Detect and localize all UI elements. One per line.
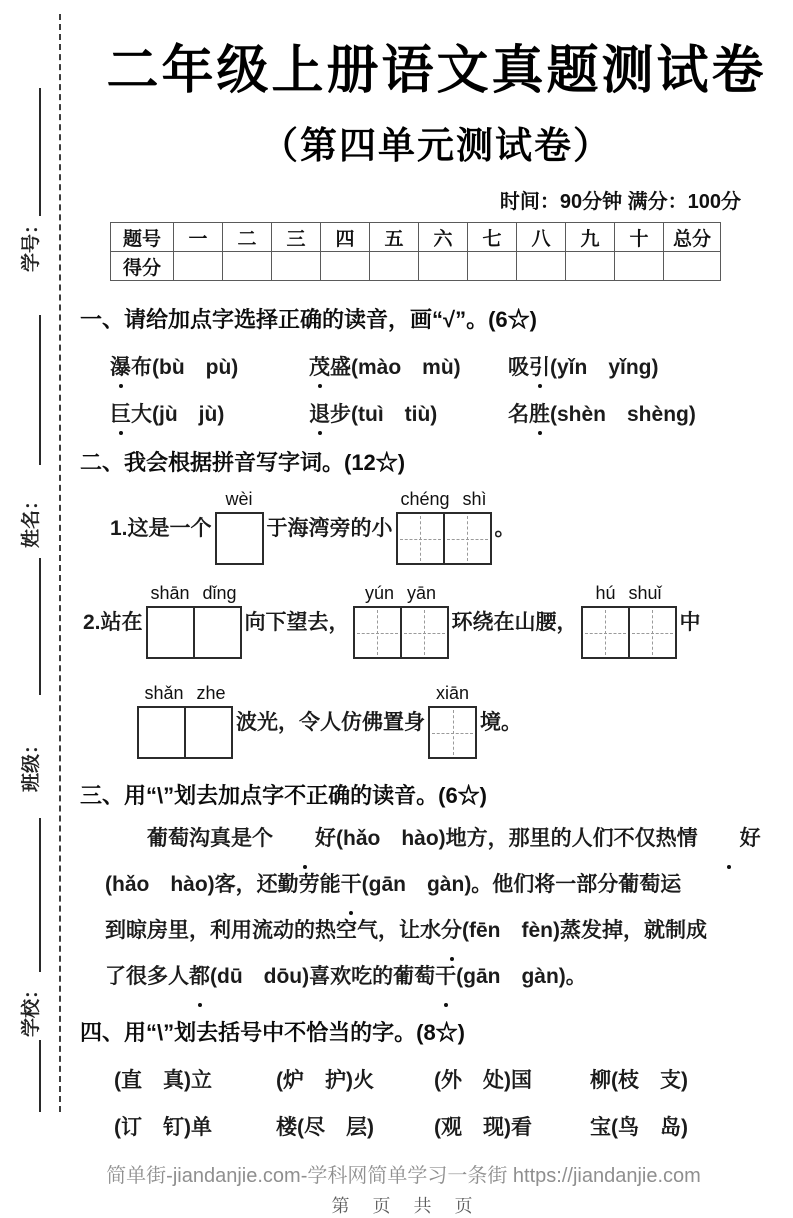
- score-header-cell: 一: [174, 223, 223, 252]
- text-run: 步: [330, 403, 351, 426]
- writing-box: [428, 706, 477, 759]
- pinyin-syllable: yān: [407, 583, 437, 603]
- sentence-text: 2.站在: [83, 611, 143, 634]
- text-run: 名: [508, 403, 529, 426]
- text-run: (hǎo hào)客，还勤劳能: [105, 873, 341, 896]
- sentence-text: 。: [494, 517, 516, 540]
- pinyin-syllable: chéng: [400, 489, 450, 509]
- writing-box-group: [146, 583, 242, 659]
- score-empty-cell: [517, 252, 566, 281]
- writing-cell: [630, 608, 675, 657]
- score-row-label: 得分: [111, 252, 174, 281]
- text-run: 了很多人: [105, 965, 189, 988]
- score-empty-cell: [174, 252, 223, 281]
- pinyin-syllable: shì: [462, 489, 487, 509]
- score-empty-cell: [223, 252, 272, 281]
- margin-field-label: 学号：: [21, 214, 42, 272]
- sentence-text: 于海湾旁的小: [266, 517, 393, 540]
- text-run: (gān gàn)。: [456, 965, 587, 988]
- section-heading: 二、我会根据拼音写字词。(12☆): [80, 450, 406, 475]
- dotted-char: 干: [341, 862, 362, 908]
- pinyin-choice-item: [110, 398, 309, 428]
- score-header-cell: 四: [321, 223, 370, 252]
- score-header-cell: 七: [468, 223, 517, 252]
- paper-content: [80, 0, 793, 1218]
- char-choice-item: 柳(枝 支): [590, 1069, 688, 1092]
- margin-field-label: 学校：: [21, 979, 42, 1037]
- margin-blank-line: [39, 1040, 41, 1112]
- writing-box: [581, 606, 677, 659]
- sentence-text: 中: [679, 611, 701, 634]
- write-words-line: [80, 489, 793, 565]
- writing-cell: [139, 708, 186, 757]
- pinyin-choice-item: [508, 398, 696, 428]
- sentence-text: 波光，令人仿佛置身: [236, 711, 425, 734]
- dotted-char: 引: [529, 351, 550, 381]
- score-empty-cell: [370, 252, 419, 281]
- score-header-cell: 五: [370, 223, 419, 252]
- margin-blank-line: [39, 315, 41, 465]
- dotted-char: 退: [309, 398, 330, 428]
- pinyin-options: (tuì tiù): [351, 403, 438, 426]
- question-sections: [80, 303, 793, 1141]
- text-run: (dū dōu)喜欢吃的葡萄: [210, 965, 436, 988]
- writing-cell: [186, 708, 231, 757]
- pinyin-options: (bù pù): [152, 356, 239, 379]
- writing-box-group: [396, 489, 492, 565]
- pinyin-options: (jù jù): [152, 403, 225, 426]
- pinyin-label: [150, 583, 236, 604]
- score-empty-cell: [615, 252, 664, 281]
- sentence-text: 环绕在山腰，: [451, 611, 578, 634]
- writing-cell: [398, 514, 445, 563]
- margin-field-label: 姓名：: [21, 490, 42, 548]
- footer-page-number: 第 页 共 页: [331, 1196, 482, 1216]
- dotted-char: 茂: [309, 351, 330, 381]
- score-table-grid: [110, 222, 721, 281]
- score-empty-cell: [468, 252, 517, 281]
- pinyin-label: [400, 489, 486, 510]
- text-run: 葡萄沟真是个: [147, 827, 273, 850]
- sentence-text: 境。: [480, 711, 522, 734]
- writing-box: [146, 606, 242, 659]
- pinyin-label: [226, 489, 253, 510]
- margin-blank-line: [39, 558, 41, 695]
- text-run: (fēn fèn)蒸发掉，就制成: [462, 919, 707, 942]
- score-header-cell: 十: [615, 223, 664, 252]
- writing-box: [215, 512, 264, 565]
- dotted-char: 胜: [529, 398, 550, 428]
- pinyin-label: [365, 583, 436, 604]
- score-header-cell: 六: [419, 223, 468, 252]
- pinyin-syllable: shān: [150, 583, 190, 603]
- dotted-char: 巨: [110, 398, 131, 428]
- dotted-char: 干: [435, 954, 456, 1000]
- paragraph-line: [105, 816, 793, 862]
- text-run: 大: [131, 403, 152, 426]
- text-run: 布: [131, 356, 152, 379]
- text-run: 盛: [330, 356, 351, 379]
- char-choice-item: 楼(尽 层): [276, 1116, 374, 1139]
- writing-cell: [148, 608, 195, 657]
- pinyin-choice-item: [110, 351, 309, 381]
- pinyin-syllable: shǎn: [144, 683, 184, 703]
- write-words-line: [80, 683, 793, 759]
- writing-cell: [355, 608, 402, 657]
- margin-blank-line: [39, 818, 41, 972]
- score-empty-cell: [419, 252, 468, 281]
- writing-box-group: [428, 683, 477, 759]
- pinyin-syllable: dǐng: [202, 583, 237, 603]
- char-choice-item: (外 处)国: [434, 1069, 532, 1092]
- score-header-cell: 八: [517, 223, 566, 252]
- dotted-char: 瀑: [110, 351, 131, 381]
- writing-box-group: [353, 583, 449, 659]
- pinyin-syllable: shuǐ: [628, 583, 662, 603]
- writing-box-group: [215, 489, 264, 565]
- char-choice-item: (观 现)看: [434, 1116, 532, 1139]
- margin-field-label: 班级：: [21, 734, 42, 792]
- char-choice-row: [80, 1111, 793, 1141]
- score-empty-cell: [272, 252, 321, 281]
- writing-cell: [195, 608, 240, 657]
- score-table: [80, 222, 793, 281]
- char-choice-item: 宝(鸟 岛): [590, 1116, 688, 1139]
- sentence-text: 1.这是一个: [110, 517, 212, 540]
- writing-cell: [217, 514, 262, 563]
- char-choice-item: (直 真)立: [114, 1069, 212, 1092]
- score-header-cell: 二: [223, 223, 272, 252]
- write-words-line: [80, 583, 793, 659]
- text-run: 吸: [508, 356, 529, 379]
- score-empty-cell: [321, 252, 370, 281]
- pinyin-choice-row: [80, 398, 793, 428]
- footer-watermark: 简单街-jiandanjie.com-学科网简单学习一条街 https://jiandanjie.com: [106, 1165, 701, 1187]
- text-run: (hǎo hào)地方，那里的人们不仅热情: [336, 827, 698, 850]
- writing-box: [137, 706, 233, 759]
- score-header-cell: 题号: [111, 223, 174, 252]
- score-header-cell: 总分: [664, 223, 721, 252]
- dotted-char: 好: [273, 816, 336, 862]
- pinyin-options: (yǐn yǐng): [550, 356, 659, 379]
- score-header-cell: 九: [566, 223, 615, 252]
- seal-dashed-line: [59, 14, 61, 1112]
- writing-cell: [445, 514, 490, 563]
- sentence-text: 向下望去，: [244, 611, 350, 634]
- writing-box: [353, 606, 449, 659]
- pinyin-label: [144, 683, 225, 704]
- pinyin-syllable: xiān: [435, 683, 470, 703]
- writing-box-group: [581, 583, 677, 659]
- dotted-char: 好: [698, 816, 761, 862]
- pinyin-label: [436, 683, 469, 704]
- pinyin-label: [595, 583, 661, 604]
- pinyin-choice-item: [309, 398, 508, 428]
- text-run: 到晾房里，利用流动的热空气，让水: [105, 919, 441, 942]
- score-header-cell: 三: [272, 223, 321, 252]
- score-empty-cell: [664, 252, 721, 281]
- section-heading: 四、用“\”划去括号中不恰当的字。(8☆): [80, 1020, 466, 1045]
- writing-cell: [430, 708, 475, 757]
- pinyin-choice-item: [508, 351, 659, 381]
- pinyin-choice-item: [309, 351, 508, 381]
- pinyin-options: (mào mù): [351, 356, 461, 379]
- writing-cell: [402, 608, 447, 657]
- section-heading: 一、请给加点字选择正确的读音，画“√”。(6☆): [80, 307, 537, 332]
- score-empty-cell: [566, 252, 615, 281]
- dotted-char: 都: [189, 954, 210, 1000]
- score-table-header-row: [111, 223, 721, 252]
- writing-box-group: [137, 683, 233, 759]
- section-heading: 三、用“\”划去加点字不正确的读音。(6☆): [80, 783, 488, 808]
- dotted-char: 分: [441, 908, 462, 954]
- paper-title: 二年级上册语文真题测试卷: [106, 42, 767, 100]
- pinyin-syllable: hú: [595, 583, 616, 603]
- paper-subtitle: （第四单元测试卷）: [261, 125, 612, 166]
- paragraph-line: [105, 954, 793, 1000]
- pinyin-syllable: yún: [364, 583, 395, 603]
- writing-cell: [583, 608, 630, 657]
- char-choice-row: [80, 1064, 793, 1094]
- reading-paragraph: [105, 816, 793, 1000]
- time-score-info: 时间：90分钟 满分：100分: [499, 191, 741, 213]
- pinyin-syllable: wèi: [225, 489, 253, 509]
- score-table-score-row: [111, 252, 721, 281]
- char-choice-item: (炉 护)火: [276, 1069, 374, 1092]
- char-choice-item: (订 钉)单: [114, 1116, 212, 1139]
- pinyin-options: (shèn shèng): [550, 403, 696, 426]
- text-run: (gān gàn)。他们将一部分葡萄运: [361, 873, 682, 896]
- pinyin-choice-row: [80, 351, 793, 381]
- paragraph-line: [105, 908, 793, 954]
- paragraph-line: [105, 862, 793, 908]
- pinyin-syllable: zhe: [196, 683, 226, 703]
- writing-box: [396, 512, 492, 565]
- margin-blank-line: [39, 88, 41, 216]
